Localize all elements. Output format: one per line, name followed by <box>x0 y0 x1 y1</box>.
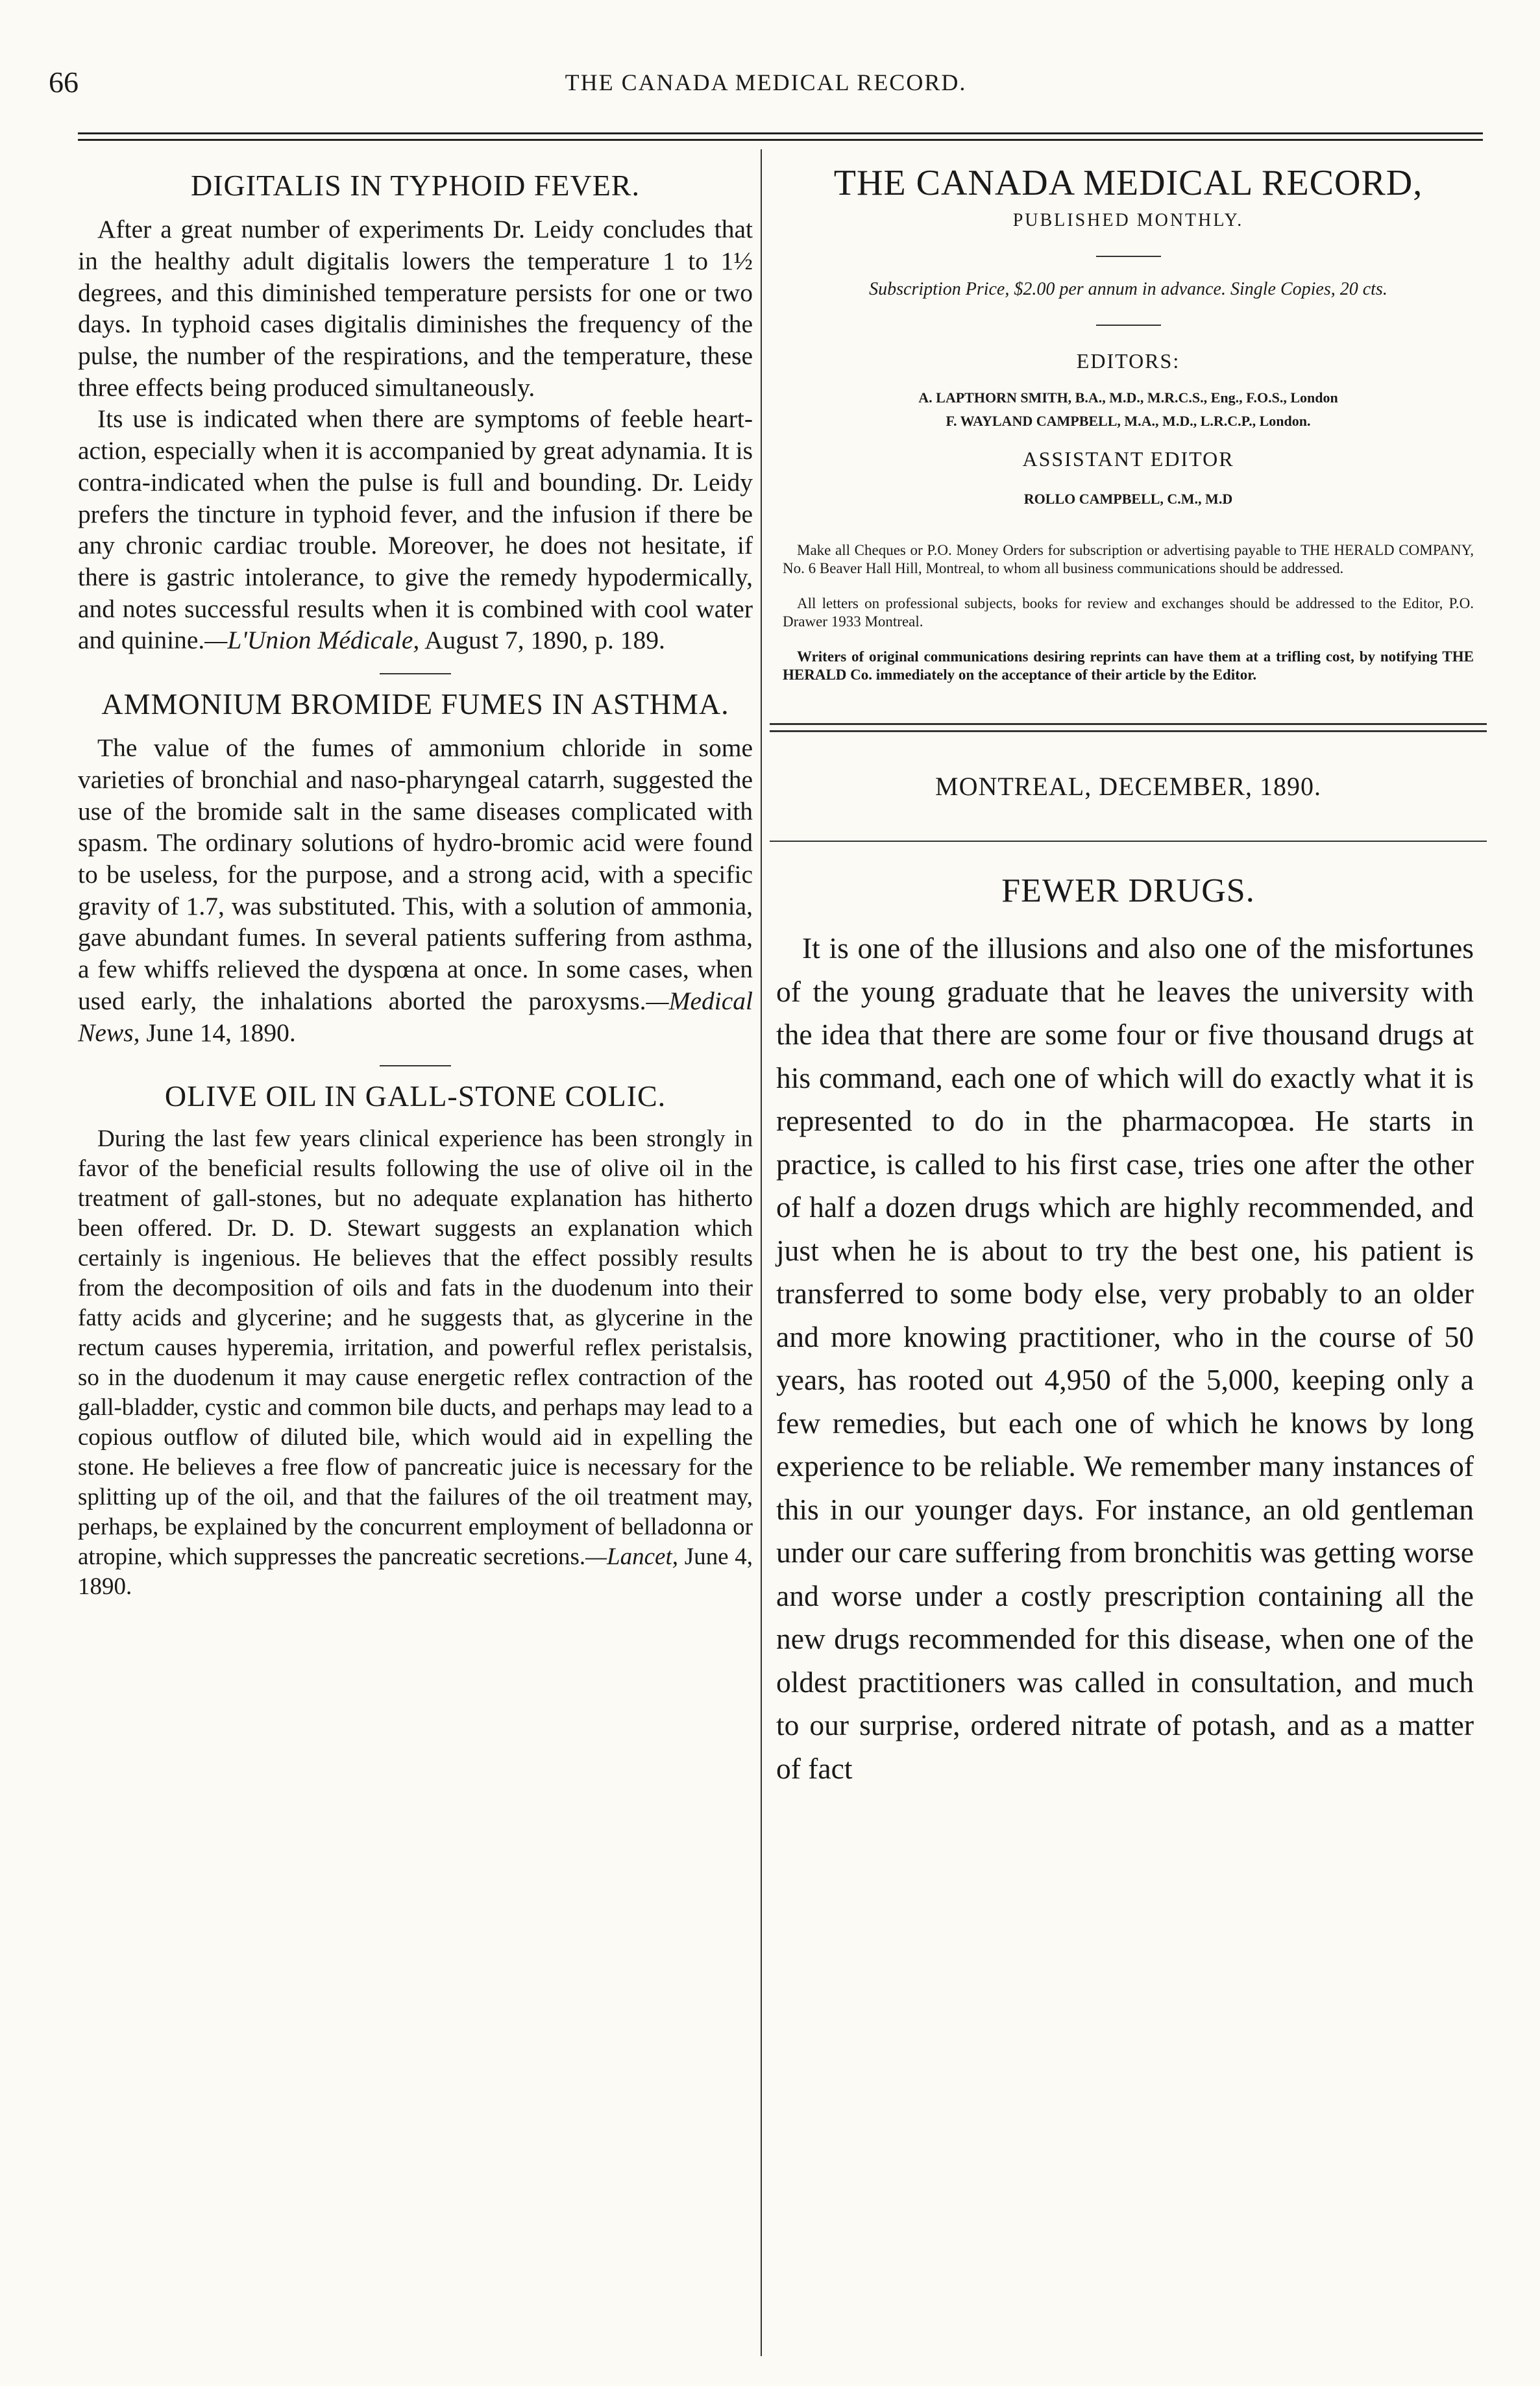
editors-heading: EDITORS: <box>1076 349 1180 373</box>
article-digitalis <box>78 167 753 656</box>
section-rule <box>380 1065 451 1066</box>
reprints-note: Writers of original communications desiring reprints can have them at a trifling cost, by notifying THE HERALD Co. immediately on the acceptance of their article by the Editor. <box>783 648 1474 683</box>
assistant-editor-heading: ASSISTANT EDITOR <box>1022 447 1234 471</box>
article-title: DIGITALIS IN TYPHOID FEVER. <box>191 169 640 202</box>
running-head <box>49 65 1483 104</box>
paragraph-text: The value of the fumes of ammonium chloride in some varieties of bronchial and naso-pharyngeal catarrh, suggested the use of the bromide salt in the same diseases complicated with spasm. The ordinary solutions of hydro-bromic acid were found to be useless, for the purpose, and a strong acid, with a specific gravity of 1.7, was substituted. This, with a solution of ammonia, gave abundant fumes. In several patients suffering from asthma, a few whiffs relieved the dyspœna at once. In some cases, when used early, the inhalations aborted the paroxysms. <box>78 733 753 1015</box>
citation-date: June 4, 1890. <box>78 1544 753 1601</box>
editor-name: F. WAYLAND CAMPBELL, M.A., M.D., L.R.C.P., London. <box>946 413 1311 429</box>
article-title: OLIVE OIL IN GALL-STONE COLIC. <box>164 1079 666 1113</box>
column-divider <box>761 149 762 2356</box>
masthead-subtitle: PUBLISHED MONTHLY. <box>1012 210 1244 230</box>
editor-name: A. LAPTHORN SMITH, B.A., M.D., M.R.C.S., Eng., F.O.S., London <box>918 389 1338 406</box>
article-paragraph: After a great number of experiments Dr. Leidy concludes that in the healthy adult digitalis lowers the temperature 1 to 1½ degrees, and this diminished temperature persists for one or two days. In typhoid cases digitalis diminishes the frequency of the pulse, the number of the respirations, and the temperature, these three effects being produced simultaneously. <box>78 215 753 402</box>
masthead-bottom-rule <box>770 723 1487 725</box>
left-column <box>78 156 753 1602</box>
lead-article-body <box>776 927 1474 1790</box>
assistant-editor-name: ROLLO CAMPBELL, C.M., M.D <box>1023 491 1233 507</box>
article-body <box>78 732 753 1048</box>
article-ammonium-bromide <box>78 686 753 1048</box>
citation-source: —L'Union Médicale, <box>204 626 420 655</box>
article-paragraph <box>78 403 753 656</box>
right-column <box>770 156 1487 1790</box>
dateline-rule <box>770 841 1487 842</box>
masthead-note: All letters on professional subjects, books for review and exchanges should be addressed to the Editor, P.O. Drawer 1933 Montreal. <box>783 595 1474 630</box>
subscription-price: Subscription Price, $2.00 per annum in advance. Single Copies, 20 cts. <box>869 279 1387 299</box>
running-head-title: THE CANADA MEDICAL RECORD. <box>565 69 967 95</box>
masthead-rule <box>1096 325 1161 326</box>
header-rule <box>78 132 1483 134</box>
article-olive-oil <box>78 1078 753 1602</box>
article-paragraph: It is one of the illusions and also one of the misfortunes of the young graduate that he leaves the university with the idea that there are some four or five thousand drugs at his command, each one of which will do exactly what it is represented to do in the pharmacopœa. He starts in practice, is called to his first case, tries one after the other of half a dozen drugs which are highly recommended, and just when he is about to try the best one, his patient is transferred to some body else, very probably to an older and more knowing practitioner, who in the course of 50 years, has rooted out 4,950 of the 5,000, keeping only a few remedies, but each one of which he knows by long experience to be reliable. We remember many instances of this in our younger days. For instance, an old gentleman under our care suffering from bronchitis was getting worse and worse under a costly prescription containing all the new drugs recommended for this disease, when one of the oldest practitioners was called in consultation, and much to our surprise, ordered nitrate of potash, and as a matter of fact <box>776 931 1474 1785</box>
article-paragraph <box>78 732 753 1048</box>
article-body <box>78 1124 753 1602</box>
lead-article <box>770 872 1487 1790</box>
paragraph-text: Its use is indicated when there are symptoms of feeble heart-action, especially when it is accompanied by great adynamia. It is contra-indicated when the pulse is full and bounding. Dr. Leidy prefers the tincture in typhoid fever, and the infusion if there be any chronic cardiac trouble. Moreover, he does not hesitate, if there is gastric intolerance, to give the remedy hypodermically, and notes successful results when it is combined with cool water and quinine. <box>78 404 753 655</box>
citation-date: June 14, 1890. <box>140 1018 296 1047</box>
dateline: MONTREAL, DECEMBER, 1890. <box>935 772 1321 801</box>
masthead-note: Make all Cheques or P.O. Money Orders for subscription or advertising payable to THE HERALD COMPANY, No. 6 Beaver Hall Hill, Montreal, to whom all business communications should be addressed. <box>783 542 1474 576</box>
masthead <box>770 162 1487 684</box>
masthead-rule <box>1096 256 1161 257</box>
masthead-title: THE CANADA MEDICAL RECORD, <box>833 163 1423 203</box>
article-title: AMMONIUM BROMIDE FUMES IN ASTHMA. <box>101 687 729 721</box>
page-number: 66 <box>49 66 79 99</box>
article-body <box>78 214 753 656</box>
paragraph-text: During the last few years clinical experience has been strongly in favor of the beneficial results following the use of olive oil in the treatment of gall-stones, but no adequate explanation has hitherto been offered. Dr. D. D. Stewart suggests an explanation which certainly is ingenious. He believes that the effect possibly results from the decomposition of oils and fats in the duodenum into their fatty acids and glycerine; and he suggests that, as glycerine in the rectum causes hyperemia, irritation, and powerful reflex peristalsis, so in the duodenum it may cause energetic reflex contraction of the gall-bladder, cystic and common bile ducts, and perhaps may lead to a copious outflow of diluted bile, which would aid in expelling the stone. He believes a free flow of pancreatic juice is necessary for the splitting up of the oil, and that the failures of the oil treatment may, perhaps, be explained by the concurrent employment of belladonna or atropine, which suppresses the pancreatic secretions. <box>78 1125 753 1571</box>
article-paragraph <box>78 1124 753 1602</box>
citation-source: —Lancet, <box>585 1544 678 1571</box>
citation-source: —Medical News, <box>78 986 753 1047</box>
citation-date: August 7, 1890, p. 189. <box>419 626 665 655</box>
section-rule <box>380 673 451 674</box>
header-rule <box>78 139 1483 141</box>
masthead-bottom-rule <box>770 730 1487 732</box>
lead-article-title: FEWER DRUGS. <box>1001 872 1255 909</box>
